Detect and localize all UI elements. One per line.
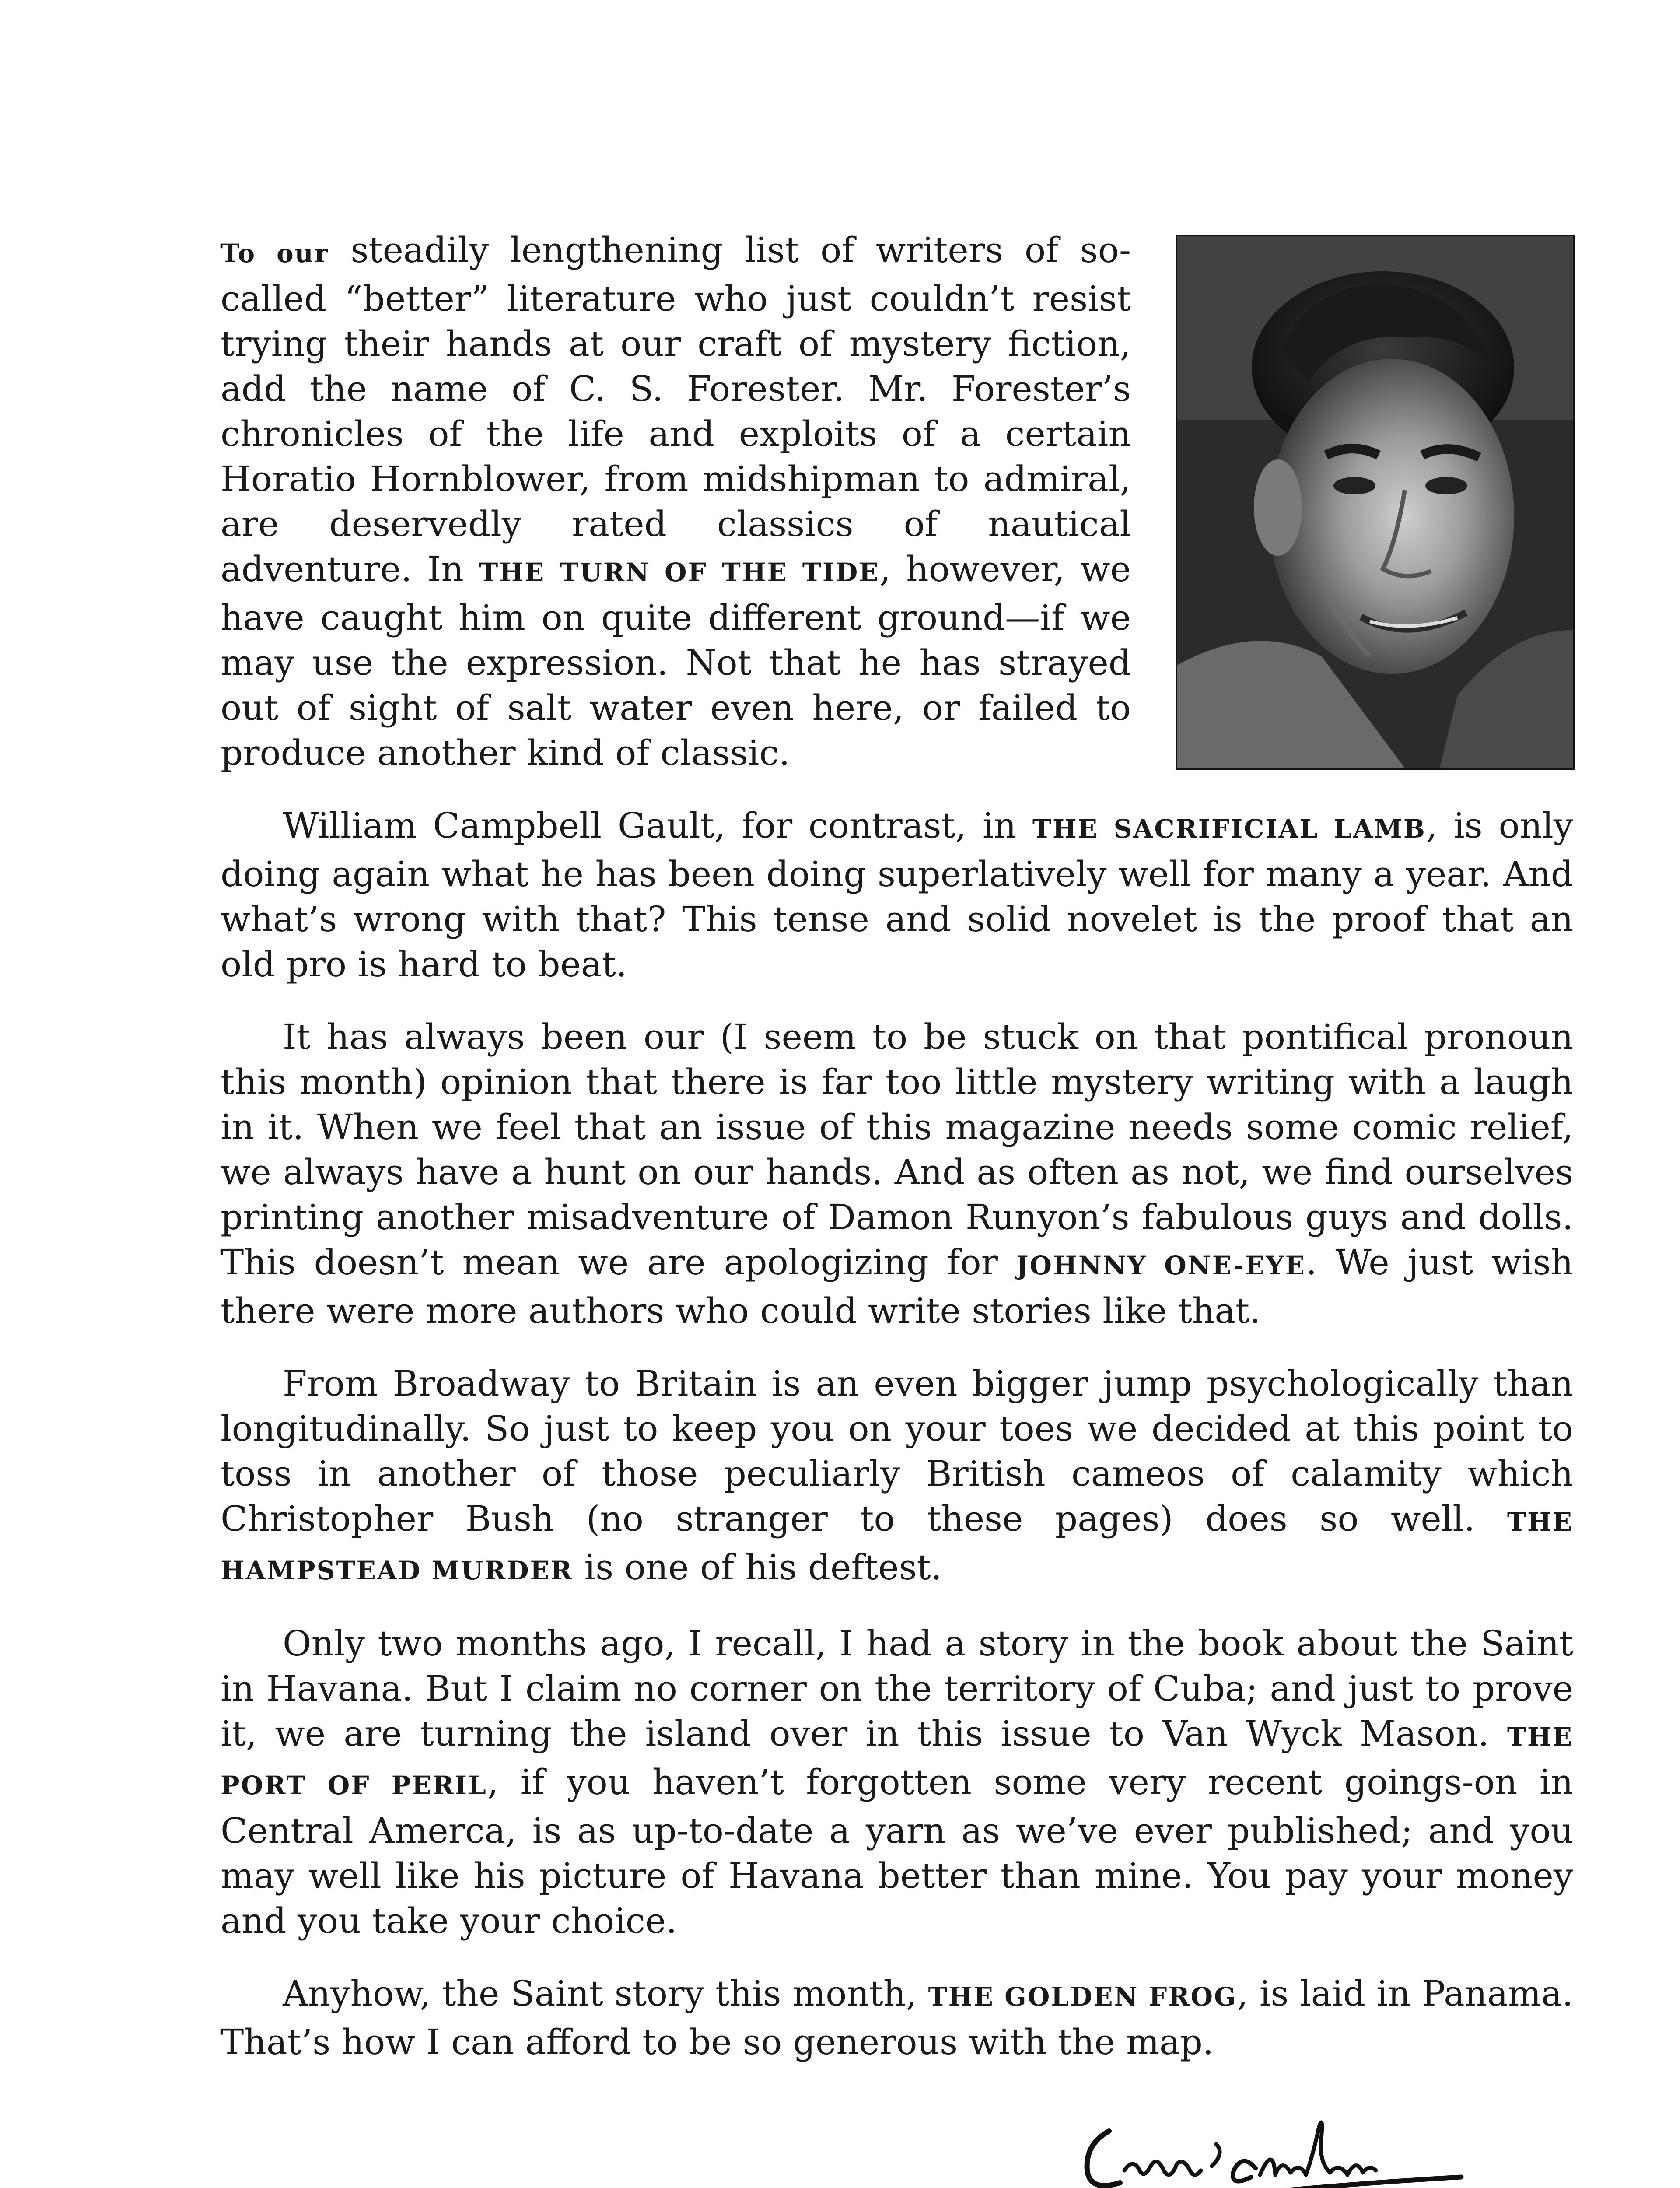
paragraph-5-text-a: Only two months ago, I recall, I had a story in the book about the Saint in Havana. But I claim no corner on the territory of Cuba; and just to prove it, we are turning the island over in this issue to Van Wyck Mason. bbox=[220, 1623, 1573, 1754]
paragraph-1-text-b: , however, we have caught him on quite different ground—if we may use the expression. Not that he has strayed out of sight of salt water even here, or failed to produce another kind of classic. bbox=[220, 549, 1131, 773]
paragraph-5 bbox=[220, 1621, 1573, 1943]
paragraph-2-text-b: , is only doing again what he has been doing superlatively well for many a year. And what’s wrong with that? This tense and solid novelet is the proof that an old pro is hard to beat. bbox=[220, 805, 1574, 985]
paragraph-3-text-a: It has always been our (I seem to be stuck on that pontifical pronoun this month) opinion that there is far too little mystery writing with a laugh in it. When we feel that an issue of this magazine needs some comic relief, we always have a hunt on our hands. And as often as not, we find ourselves printing another misadventure of Damon Runyon’s fabulous guys and dolls. This doesn’t mean we are apologizing for bbox=[220, 1017, 1573, 1283]
story-title-sacrificial-lamb: THE SACRIFICIAL LAMB bbox=[1032, 814, 1426, 844]
story-title-golden-frog: THE GOLDEN FROG bbox=[928, 1982, 1237, 2012]
author-portrait-photo bbox=[1177, 236, 1573, 768]
paragraph-4-text-b: is one of his deftest. bbox=[573, 1547, 942, 1588]
paragraph-6 bbox=[220, 1971, 1573, 2065]
story-title-johnny-one-eye: JOHNNY ONE-EYE bbox=[1016, 1251, 1306, 1280]
paragraph-3-text-b: . We just wish there were more authors who could write stories like that. bbox=[220, 1242, 1574, 1331]
paragraph-2 bbox=[220, 803, 1573, 987]
editorial-text bbox=[220, 228, 1573, 2092]
story-title-port-of-peril: THE PORT OF PERIL bbox=[220, 1722, 1573, 1800]
portrait-illustration bbox=[1177, 236, 1573, 768]
signature-strokes bbox=[1087, 2122, 1461, 2188]
paragraph-6-text-b: , is laid in Panama. That’s how I can afford to be so generous with the map. bbox=[220, 1973, 1573, 2062]
lead-words: To our bbox=[220, 238, 329, 268]
story-title-hampstead-murder: THE HAMPSTEAD MURDER bbox=[220, 1507, 1573, 1585]
story-title-turn-of-the-tide: THE TURN OF THE TIDE bbox=[479, 558, 880, 587]
handwritten-signature bbox=[1068, 2105, 1488, 2188]
paragraph-6-text-a: Anyhow, the Saint story this month, bbox=[283, 1973, 928, 2014]
paragraph-2-text-a: William Campbell Gault, for contrast, in bbox=[283, 805, 1032, 846]
paragraph-4 bbox=[220, 1361, 1573, 1593]
paragraph-1-text-a: steadily lengthening list of writers of so-called “better” literature who just couldn’t resist trying their hands at our craft of mystery fiction, add the name of C. S. Forester. Mr. Forester’s chronicles of the life and exploits of a certain Horatio Hornblower, from midshipman to admiral, are deservedly rated classics of nautical adventure. In bbox=[220, 230, 1131, 589]
paragraph-4-text-a: From Broadway to Britain is an even bigger jump psychologically than longitudinally. So just to keep you on your toes we decided at this point to toss in another of those peculiarly British cameos of calamity which Christopher Bush (no stranger to these pages) does so well. bbox=[220, 1363, 1573, 1539]
paragraph-3 bbox=[220, 1014, 1573, 1333]
paragraph-5-text-b: , if you haven’t forgotten some very recent goings-on in Central Amerca, is as up-to-date a yarn as we’ve ever published; and you may well like his picture of Havana better than mine. You pay your money and you take your choice. bbox=[220, 1762, 1574, 1941]
